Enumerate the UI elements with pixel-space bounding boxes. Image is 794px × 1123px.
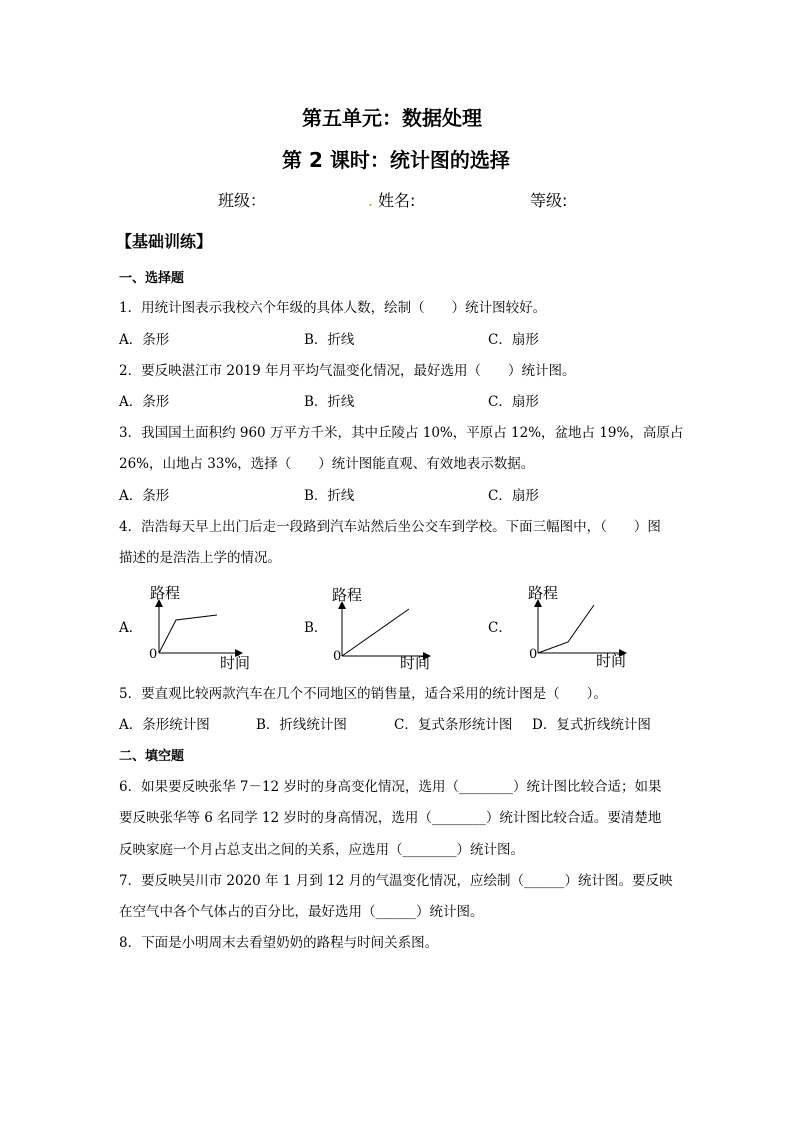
question-6-line3: 反映家庭一个月占总支出之间的关系，应选用（________）统计图。: [119, 842, 524, 858]
q2-option-b: B．折线: [304, 394, 355, 410]
question-5: 5．要直观比较两款汽车在几个不同地区的销售量，适合采用的统计图是（ ）。: [119, 686, 607, 702]
graph-b-y-label: 路程: [332, 586, 363, 604]
graph-b-x-label: 时间: [400, 654, 431, 672]
q3-option-a: A．条形: [119, 488, 170, 504]
graph-a-x-label: 时间: [220, 654, 251, 670]
graph-c-label: C．: [488, 620, 512, 636]
class-label: 班级：: [218, 191, 267, 210]
question-4-line1: 4．浩浩每天早上出门后走一段路到汽车站然后坐公交车到学校。下面三幅图中，（ ）图: [119, 519, 661, 535]
graph-a-line: [159, 615, 217, 653]
part1-heading: 一、选择题: [119, 271, 185, 286]
q3-option-c: C．扇形: [488, 488, 539, 504]
graph-b-origin: 0: [333, 649, 342, 664]
question-3-line2: 26%，山地占 33%，选择（ ）统计图能直观、有效地表示数据。: [119, 456, 535, 472]
part2-heading: 二、填空题: [119, 749, 185, 764]
grade-label: 等级:: [530, 191, 568, 210]
question-6-line1: 6．如果要反映张华 7－12 岁时的身高变化情况，选用（________）统计图比较合适；如果: [119, 779, 662, 795]
graph-a-origin: 0: [149, 647, 158, 662]
question-4-line2: 描述的是浩浩上学的情况。: [119, 550, 281, 566]
section-heading: 【基础训练】: [116, 232, 213, 251]
question-2: 2．要反映湛江市 2019 年月平均气温变化情况，最好选用（ ）统计图。: [119, 363, 576, 379]
graph-c-y-label: 路程: [528, 584, 559, 602]
graph-b-line: [342, 609, 409, 656]
question-3-line1: 3．我国国土面积约 960 万平方千米，其中丘陵占 10%，平原占 12%，盆地占 19%，高原占: [119, 425, 684, 441]
q3-option-b: B．折线: [304, 488, 355, 504]
question-7-line1: 7．要反映吴川市 2020 年 1 月到 12 月的气温变化情况，应绘制（______）统计图。要反映: [119, 873, 673, 889]
graph-c-x-label: 时间: [596, 652, 627, 670]
q5-option-a: A．条形统计图: [119, 717, 210, 733]
q2-option-c: C．扇形: [488, 394, 539, 410]
graph-a-y-label: 路程: [150, 584, 181, 602]
separator-dot: .: [368, 191, 374, 210]
graph-a-label: A．: [119, 620, 143, 636]
graph-c-origin: 0: [529, 647, 538, 662]
q2-option-a: A．条形: [119, 394, 170, 410]
page-subtitle: 第 2 课时：统计图的选择: [282, 148, 510, 172]
q1-option-b: B．折线: [304, 332, 355, 348]
q5-option-b: B．折线统计图: [256, 717, 347, 733]
graph-c: [518, 578, 638, 670]
question-1: 1．用统计图表示我校六个年级的具体人数，绘制（ ）统计图较好。: [119, 300, 547, 316]
graph-b-label: B．: [304, 620, 328, 636]
page-title: 第五单元：数据处理: [302, 106, 482, 130]
question-8: 8．下面是小明周末去看望奶奶的路程与时间关系图。: [119, 935, 439, 951]
name-label: 姓名:: [378, 191, 416, 210]
q5-option-c: C．复式条形统计图: [394, 717, 513, 733]
q1-option-c: C．扇形: [488, 332, 539, 348]
question-6-line2: 要反映张华等 6 名同学 12 岁时的身高情况，选用（________）统计图比较合适。要清楚地: [119, 810, 662, 826]
q1-option-a: A．条形: [119, 332, 170, 348]
graph-a: [140, 578, 260, 670]
question-7-line2: 在空气中各个气体占的百分比，最好选用（______）统计图。: [119, 904, 484, 920]
q5-option-d: D．复式折线统计图: [532, 717, 651, 733]
graph-c-line: [538, 605, 594, 653]
graph-b: [322, 580, 447, 672]
